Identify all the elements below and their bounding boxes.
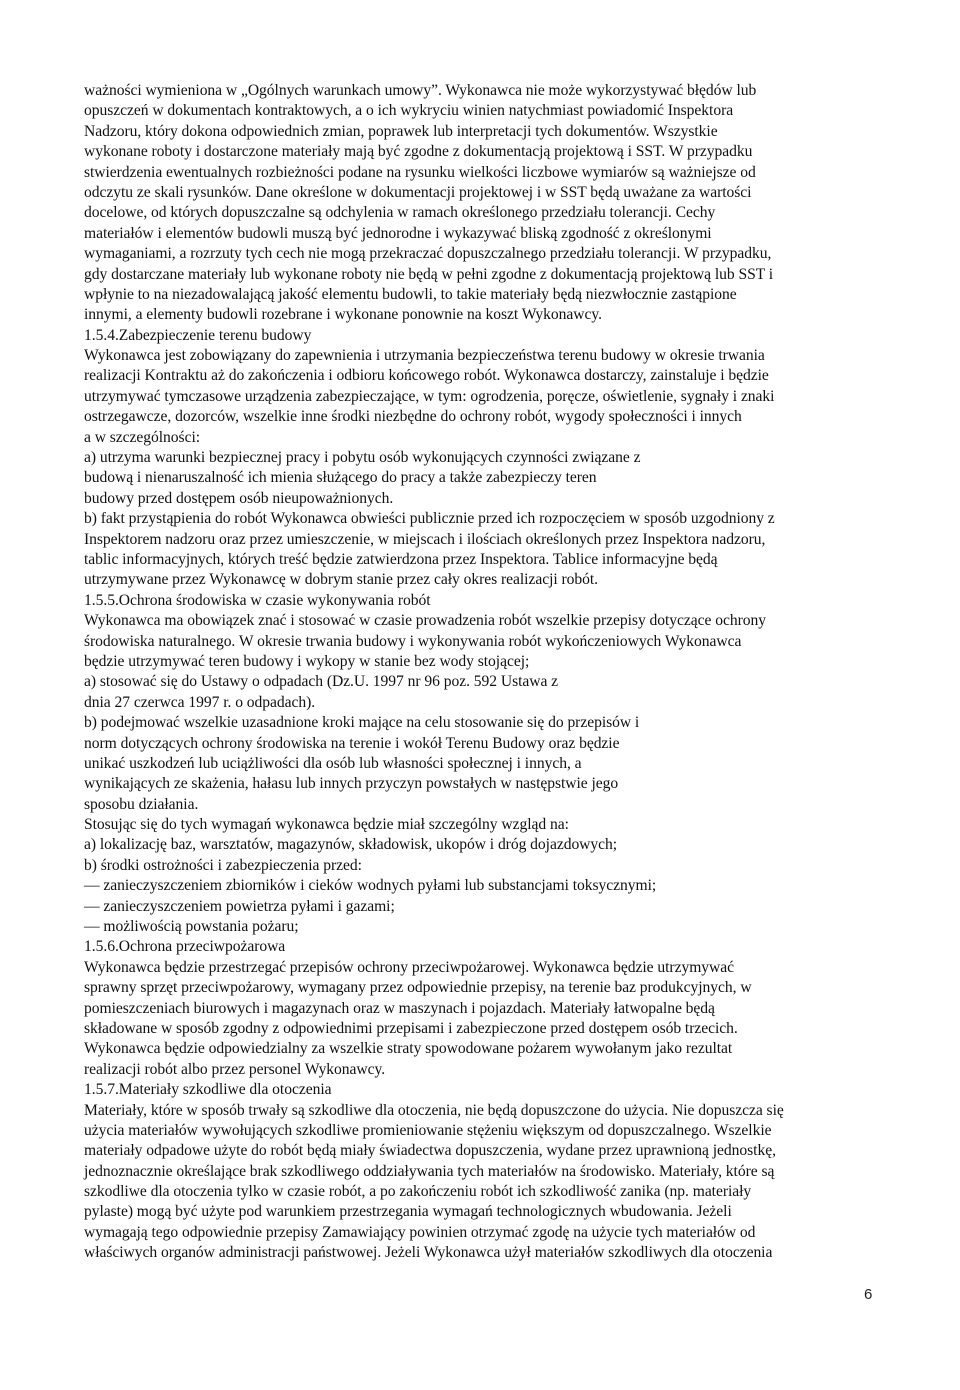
text-line: składowane w sposób zgodny z odpowiednimi przepisami i zabezpieczone przed dostępem osób trzecich. [84, 1019, 738, 1037]
page-number: 6 [864, 1286, 873, 1303]
text-line: wynikających ze skażenia, hałasu lub innych przyczyn powstałych w następstwie jego [84, 775, 619, 793]
text-line: gdy dostarczane materiały lub wykonane roboty nie będą w pełni zgodne z dokumentacją projektową lub SST i [84, 265, 774, 283]
text-line: materiałów i elementów budowli muszą być jednorodne i wykazywać bliską zgodność z określonymi [84, 224, 712, 242]
text-line: innymi, a elementy budowli rozebrane i wykonane ponownie na koszt Wykonawcy. [84, 306, 602, 324]
text-line: a) stosować się do Ustawy o odpadach (Dz.U. 1997 nr 96 poz. 592 Ustawa z [84, 673, 559, 691]
text-line: b) fakt przystąpienia do robót Wykonawca obwieści publicznie przed ich rozpoczęciem w sposób uzgodniony z [84, 510, 775, 528]
text-line: wymaganiami, a rozrzuty tych cech nie mogą przekraczać dopuszczalnego przedziału tolerancji. W przypadku, [84, 245, 772, 263]
text-line: Stosując się do tych wymagań wykonawca będzie miał szczególny wzgląd na: [84, 816, 569, 834]
text-line: odczytu ze skali rysunków. Dane określone w dokumentacji projektowej i w SST będą uważane za wartości [84, 183, 752, 201]
text-line: a) lokalizację baz, warsztatów, magazynów, składowisk, ukopów i dróg dojazdowych; [84, 836, 618, 854]
text-line: ostrzegawcze, dozorców, wszelkie inne środki niezbędne do ochrony robót, wygody społeczności i innych [84, 408, 742, 426]
text-line: pylaste) mogą być użyte pod warunkiem przestrzegania wymagań technologicznych wbudowania. Jeżeli [84, 1203, 732, 1221]
text-line: użycia materiałów wywołujących szkodliwe promieniowanie stężeniu większym od dopuszczalnego. Wszelkie [84, 1121, 772, 1139]
text-line: sprawny sprzęt przeciwpożarowy, wymagany przez odpowiednie przepisy, na terenie baz produkcyjnych, w [84, 979, 752, 997]
text-line: realizacji robót albo przez personel Wykonawcy. [84, 1060, 386, 1078]
text-line: 1.5.7.Materiały szkodliwe dla otoczenia [84, 1081, 332, 1099]
body-text [84, 81, 884, 1264]
text-line: Nadzoru, który dokona odpowiednich zmian, poprawek lub interpretacji tych dokumentów. Wszystkie [84, 122, 718, 140]
text-line: 1.5.6.Ochrona przeciwpożarowa [84, 938, 286, 956]
text-line: pomieszczeniach biurowych i magazynach oraz w maszynach i pojazdach. Materiały łatwopalne będą [84, 999, 715, 1017]
text-line: — zanieczyszczeniem powietrza pyłami i gazami; [84, 897, 395, 915]
text-line: docelowe, od których dopuszczalne są odchylenia w ramach określonego przedziału tolerancji. Cechy [84, 204, 716, 222]
text-line: budowy przed dostępem osób nieupoważnionych. [84, 489, 394, 507]
text-line: Wykonawca będzie odpowiedzialny za wszelkie straty spowodowane pożarem wywołanym jako rezultat [84, 1040, 733, 1058]
text-line: ważności wymieniona w „Ogólnych warunkach umowy”. Wykonawca nie może wykorzystywać błędów lub [84, 82, 757, 99]
text-line: realizacji Kontraktu aż do zakończenia i odbioru końcowego robót. Wykonawca dostarczy, zainstaluje i będzie [84, 367, 769, 385]
text-line: Wykonawca będzie przestrzegać przepisów ochrony przeciwpożarowej. Wykonawca będzie utrzymywać [84, 958, 734, 976]
text-line: — możliwością powstania pożaru; [84, 918, 299, 936]
text-line: budową i nienaruszalność ich mienia służącego do pracy a także zabezpieczy teren [84, 469, 597, 487]
text-line: sposobu działania. [84, 795, 199, 813]
text-line: norm dotyczących ochrony środowiska na terenie i wokół Terenu Budowy oraz będzie [84, 734, 620, 752]
text-line: środowiska naturalnego. W okresie trwania budowy i wykonywania robót wykończeniowych Wykonawca [84, 632, 742, 650]
text-line: b) środki ostrożności i zabezpieczenia przed: [84, 856, 362, 874]
text-line: tablic informacyjnych, których treść będzie zatwierdzona przez Inspektora. Tablice informacyjne będą [84, 550, 718, 568]
text-line: jednoznacznie określające brak szkodliwego oddziaływania tych materiałów na środowisko. Materiały, które są [84, 1162, 775, 1180]
text-line: a) utrzyma warunki bezpiecznej pracy i pobytu osób wykonujących czynności związane z [84, 449, 641, 467]
text-line: Wykonawca ma obowiązek znać i stosować w czasie prowadzenia robót wszelkie przepisy dotyczące ochrony [84, 612, 767, 630]
text-line: — zanieczyszczeniem zbiorników i cieków wodnych pyłami lub substancjami toksycznymi; [84, 877, 657, 895]
text-line: a w szczególności: [84, 428, 201, 446]
text-line: szkodliwe dla otoczenia tylko w czasie robót, a po zakończeniu robót ich szkodliwość zanika (np. materiały [84, 1183, 752, 1201]
text-line: właściwych organów administracji państwowej. Jeżeli Wykonawca użył materiałów szkodliwych dla otoczenia [84, 1244, 773, 1262]
text-line: wykonane roboty i dostarczone materiały mają być zgodne z dokumentacją projektową i SST. W przypadku [84, 143, 753, 161]
text-line: opuszczeń w dokumentach kontraktowych, a o ich wykryciu winien natychmiast powiadomić Inspektora [84, 102, 734, 120]
text-line: wpłynie to na niezadowalającą jakość elementu budowli, to takie materiały będą niezwłocznie zastąpione [84, 285, 737, 303]
text-line: Wykonawca jest zobowiązany do zapewnienia i utrzymania bezpieczeństwa terenu budowy w okresie trwania [84, 347, 765, 365]
text-line: b) podejmować wszelkie uzasadnione kroki mające na celu stosowanie się do przepisów i [84, 714, 640, 732]
text-line: utrzymywać tymczasowe urządzenia zabezpieczające, w tym: ogrodzenia, poręcze, oświetlenie, sygnały i znaki [84, 387, 775, 405]
text-line: 1.5.4.Zabezpieczenie terenu budowy [84, 326, 312, 344]
text-line: 1.5.5.Ochrona środowiska w czasie wykonywania robót [84, 591, 431, 609]
text-line: stwierdzenia ewentualnych rozbieżności podane na rysunku wielkości liczbowe wymiarów są ważniejsze od [84, 163, 756, 181]
text-line: Inspektorem nadzoru oraz przez umieszczenie, w miejscach i ilościach określonych przez Inspektora nadzoru, [84, 530, 766, 548]
text-line: unikać uszkodzeń lub uciążliwości dla osób lub własności społecznej i innych, a [84, 754, 582, 772]
text-line: będzie utrzymywać teren budowy i wykopy w stanie bez wody stojącej; [84, 652, 530, 670]
text-line: Materiały, które w sposób trwały są szkodliwe dla otoczenia, nie będą dopuszczone do użycia. Nie dopuszcza się [84, 1101, 784, 1119]
text-line: utrzymywane przez Wykonawcę w dobrym stanie przez cały okres realizacji robót. [84, 571, 599, 589]
text-line: wymagają tego odpowiednie przepisy Zamawiający powinien otrzymać zgodę na użycie tych materiałów od [84, 1223, 756, 1241]
text-line: materiały odpadowe użyte do robót będą miały świadectwa dopuszczenia, wydane przez uprawnioną jednostkę, [84, 1142, 776, 1160]
text-line: dnia 27 czerwca 1997 r. o odpadach). [84, 693, 316, 711]
